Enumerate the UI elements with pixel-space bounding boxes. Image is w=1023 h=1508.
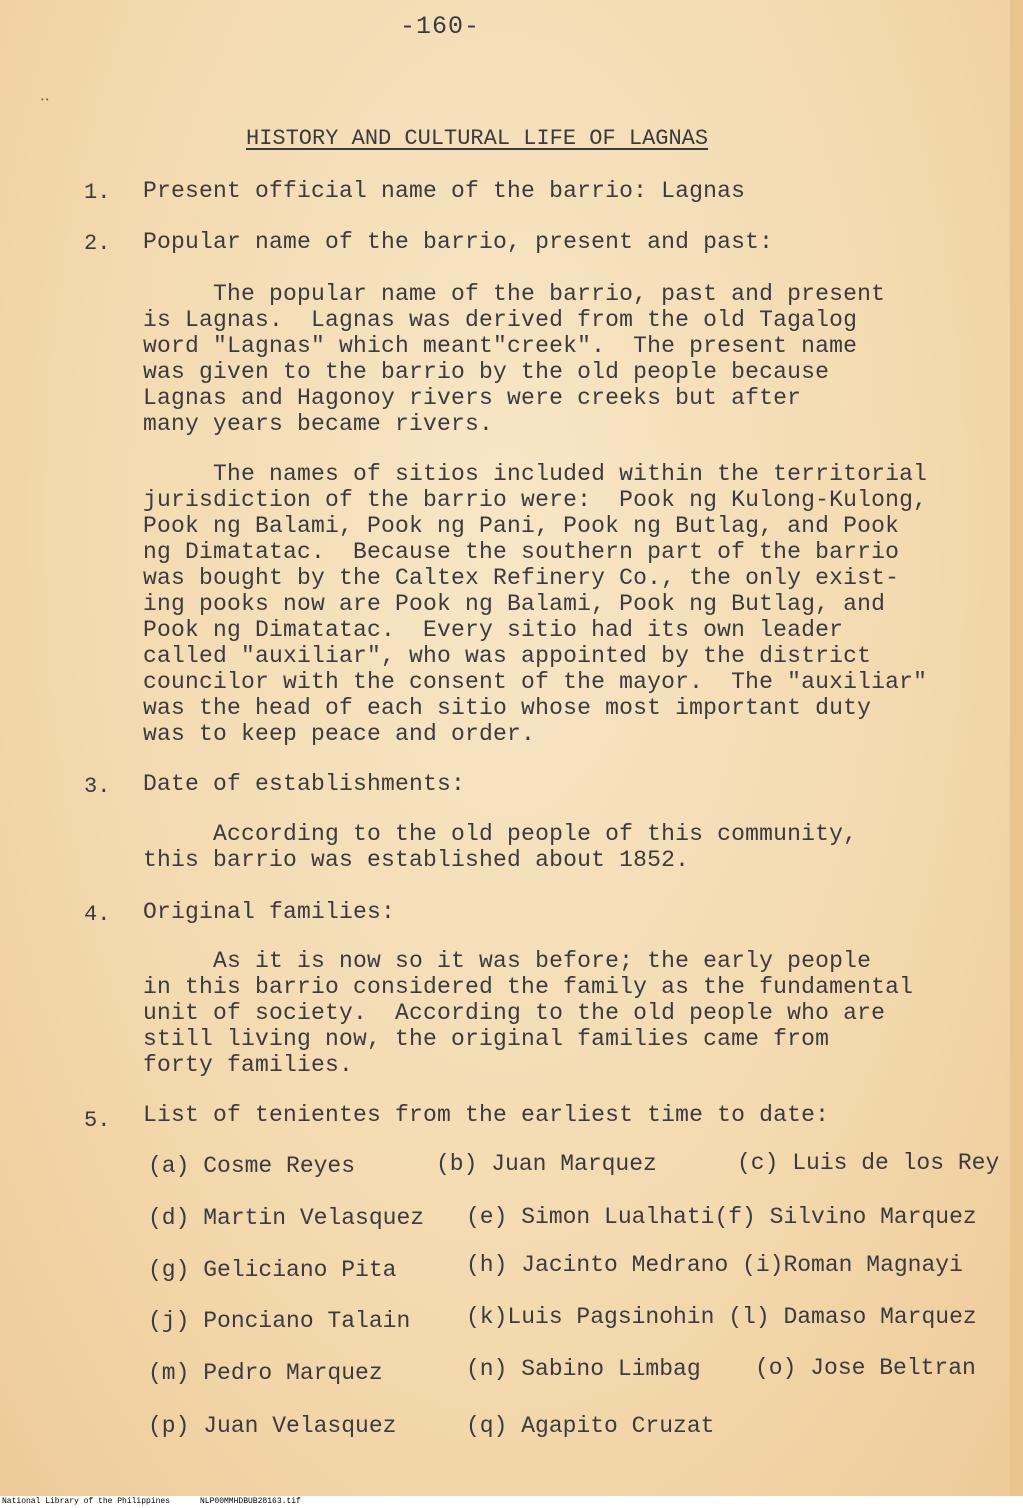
teniente-p: (p) Juan Velasquez bbox=[148, 1413, 397, 1439]
page-edge bbox=[1010, 0, 1023, 1496]
teniente-d: (d) Martin Velasquez bbox=[148, 1205, 425, 1231]
section-2-heading: Popular name of the barrio, present and past: bbox=[143, 229, 774, 255]
section-1-number: 1. bbox=[84, 180, 111, 205]
page-number: -160- bbox=[400, 12, 481, 41]
section-2-paragraph-1: The popular name of the barrio, past and present is Lagnas. Lagnas was derived from the old Tagalog word "Lagnas" which meant"creek". The present name was given to the barrio by the old people because Lagnas and Hagonoy rivers were creeks but after many years became rivers. bbox=[143, 281, 886, 437]
teniente-n: (n) Sabino Limbag bbox=[466, 1356, 701, 1382]
section-4-heading: Original families: bbox=[143, 899, 396, 925]
section-3-heading: Date of establishments: bbox=[143, 771, 466, 797]
section-3-number: 3. bbox=[84, 774, 111, 799]
teniente-o: (o) Jose Beltran bbox=[755, 1355, 976, 1381]
section-2-paragraph-2: The names of sitios included within the territorial jurisdiction of the barrio were: Pook ng Kulong-Kulong, Pook ng Balami, Pook ng Pani, Pook ng Butlag, and Pook ng Dimatatac. Because the southern part of the barrio was bought by the Caltex Refinery Co., the only exist- ing pooks now are Pook ng Balami, Pook ng Butlag, and Pook ng Dimatatac. Every sitio had its own leader called "auxiliar", who was appointed by the district councilor with the consent of the mayor. The "auxiliar" was the head of each sitio whose most important duty was to keep peace and order. bbox=[143, 461, 928, 747]
teniente-k-l: (k)Luis Pagsinohin (l) Damaso Marquez bbox=[466, 1304, 977, 1330]
footer-filename: NLP00MMHDBUB28163.tif bbox=[200, 1497, 301, 1506]
teniente-b: (b) Juan Marquez bbox=[436, 1151, 657, 1177]
section-3-paragraph: According to the old people of this community, this barrio was established about 1852. bbox=[143, 821, 858, 873]
section-5-heading: List of tenientes from the earliest time to date: bbox=[143, 1102, 830, 1128]
paper-speck: •• bbox=[40, 96, 50, 105]
footer-library: National Library of the Philippines bbox=[2, 1497, 171, 1506]
teniente-q: (q) Agapito Cruzat bbox=[466, 1413, 715, 1439]
teniente-a: (a) Cosme Reyes bbox=[148, 1153, 356, 1179]
section-2-number: 2. bbox=[84, 231, 111, 256]
teniente-j: (j) Ponciano Talain bbox=[148, 1308, 411, 1334]
teniente-e-f: (e) Simon Lualhati(f) Silvino Marquez bbox=[466, 1204, 977, 1230]
teniente-h-i: (h) Jacinto Medrano (i)Roman Magnayi bbox=[466, 1252, 963, 1278]
teniente-c: (c) Luis de los Rey bbox=[737, 1150, 1000, 1176]
document-title: HISTORY AND CULTURAL LIFE OF LAGNAS bbox=[246, 126, 709, 151]
section-4-number: 4. bbox=[84, 902, 111, 927]
section-5-number: 5. bbox=[84, 1108, 111, 1133]
teniente-g: (g) Geliciano Pita bbox=[148, 1257, 397, 1283]
teniente-m: (m) Pedro Marquez bbox=[148, 1360, 383, 1386]
section-4-paragraph: As it is now so it was before; the early people in this barrio considered the family as the fundamental unit of society. According to the old people who are still living now, the original families came from forty families. bbox=[143, 948, 914, 1078]
section-1-heading: Present official name of the barrio: Lagnas bbox=[143, 178, 746, 204]
